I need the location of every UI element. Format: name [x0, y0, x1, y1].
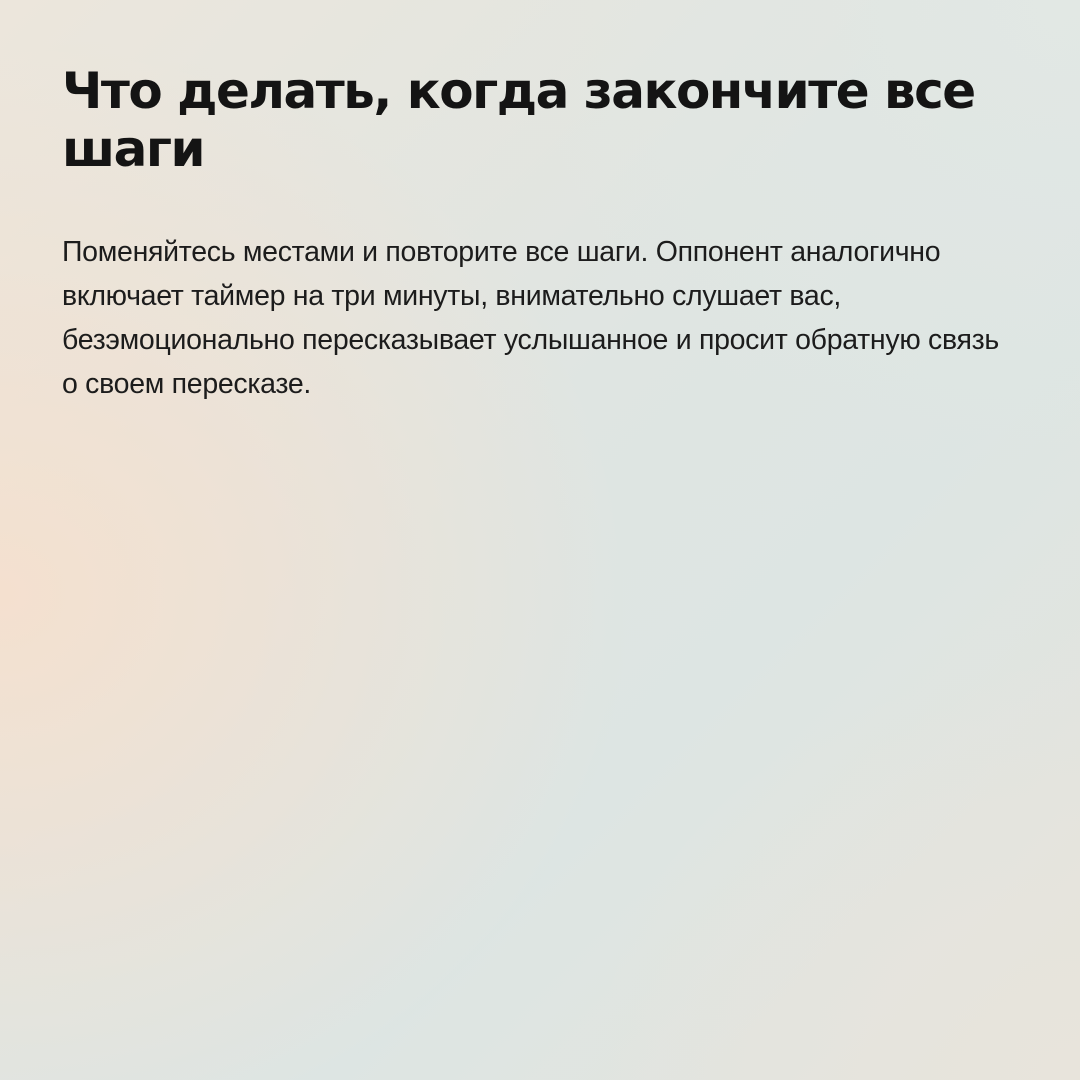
slide-body-text: Поменяйтесь местами и повторите все шаги. Оппонент аналогично включает таймер на три минуты, внимательно слушает вас, безэмоционально пересказывает услышанное и просит обратную связь о своем пересказе.: [62, 236, 999, 400]
slide-content: [62, 62, 1002, 406]
slide-title: Что делать, когда закончите все шаги: [62, 62, 975, 178]
